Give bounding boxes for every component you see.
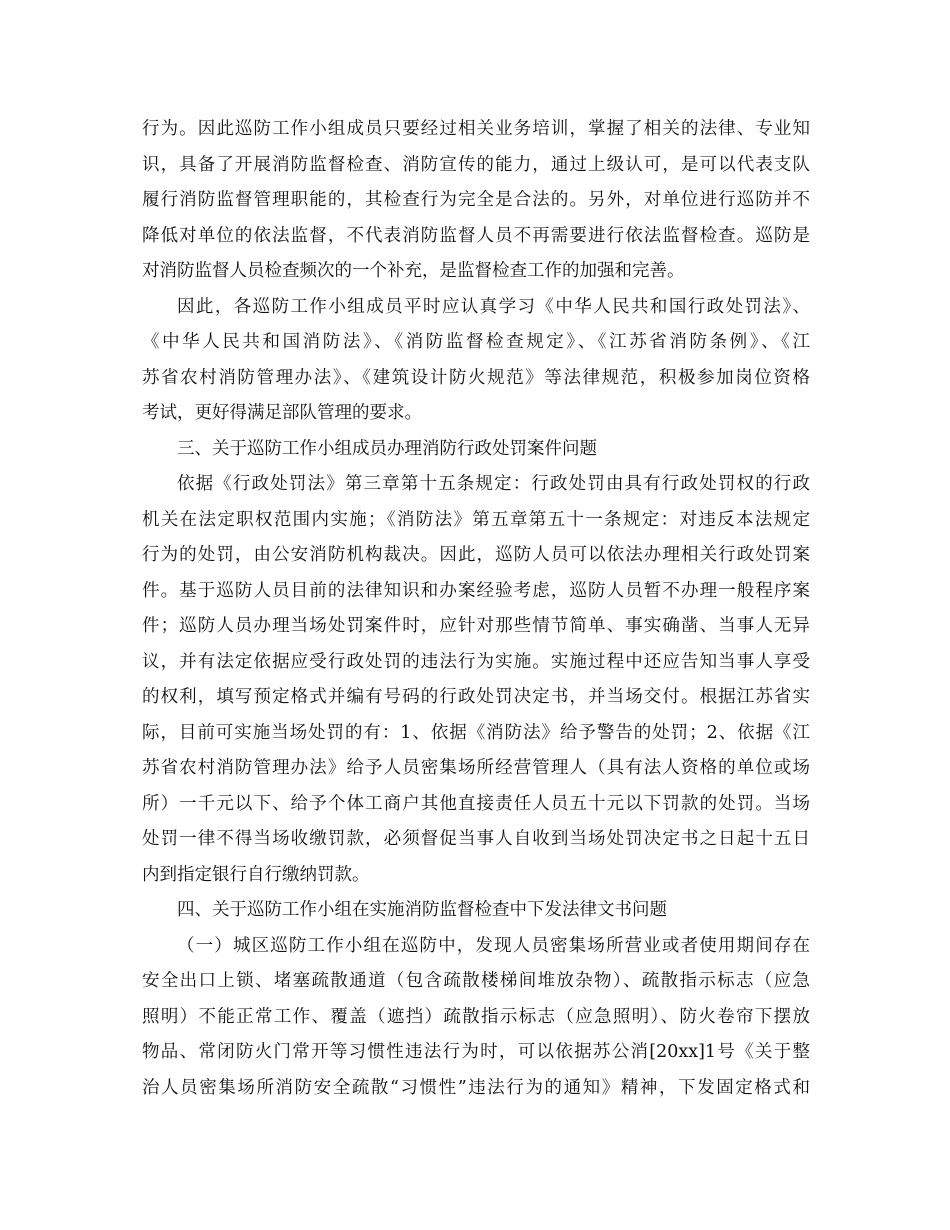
text-line: 行为。因此巡防工作小组成员只要经过相关业务培训，掌握了相关的法律、专业知: [142, 119, 810, 139]
text-line: 照明）不能正常工作、覆盖（遮挡）疏散指示标志（应急照明）、防火卷帘下摆放: [142, 1006, 810, 1027]
text-line: 处罚一律不得当场收缴罚款，必须督促当事人自收到当场处罚决定书之日起十五日: [142, 829, 810, 849]
text-line: 安全出口上锁、堵塞疏散通道（包含疏散楼梯间堆放杂物）、疏散指示标志（应急: [142, 971, 810, 991]
text-line: 苏省农村消防管理办法》给予人员密集场所经营管理人（具有法人资格的单位或场: [142, 758, 810, 778]
text-line: 件。基于巡防人员目前的法律知识和办案经验考虑，巡防人员暂不办理一般程序案: [142, 580, 810, 601]
document-body: [142, 112, 810, 1106]
text-line: 际，目前可实施当场处罚的有：1、依据《消防法》给予警告的处罚；2、依据《江: [142, 722, 810, 743]
text-line: 苏省农村消防管理办法》、《建筑设计防火规范》等法律规范，积极参加岗位资格: [142, 367, 810, 388]
text-line: 所）一千元以下、给予个体工商户其他直接责任人员五十元以下罚款的处罚。当场: [142, 793, 810, 814]
text-line: 件；巡防人员办理当场处罚案件时，应针对那些情节简单、事实确凿、当事人无异: [142, 616, 810, 636]
text-line: 对消防监督人员检查频次的一个补充，是监督检查工作的加强和完善。: [142, 261, 685, 281]
text-line: 考试，更好得满足部队管理的要求。: [142, 403, 422, 423]
text-line: 《中华人民共和国消防法》、《消防监督检查规定》、《江苏省消防条例》、《江: [142, 332, 810, 352]
paragraph-first-line: （一）城区巡防工作小组在巡防中，发现人员密集场所营业或者使用期间存在: [177, 935, 810, 956]
text-line: 行为的处罚，由公安消防机构裁决。因此，巡防人员可以依法办理相关行政处罚案: [142, 545, 810, 565]
text-line: 议，并有法定依据应受行政处罚的违法行为实施。实施过程中还应告知当事人享受: [142, 651, 810, 672]
text-line: 治人员密集场所消防安全疏散“习惯性”违法行为的通知》精神，下发固定格式和: [142, 1077, 810, 1098]
text-line: 物品、常闭防火门常开等习惯性违法行为时，可以依据苏公消[20xx]1号《关于整: [142, 1042, 810, 1062]
text-line: 降低对单位的依法监督，不代表消防监督人员不再需要进行依法监督检查。巡防是: [142, 225, 810, 246]
text-line: 内到指定银行自行缴纳罚款。: [142, 864, 370, 885]
section-heading: 三、关于巡防工作小组成员办理消防行政处罚案件问题: [177, 438, 597, 459]
paragraph-first-line: 依据《行政处罚法》第三章第十五条规定：行政处罚由具有行政处罚权的行政: [177, 474, 810, 494]
text-line: 识，具备了开展消防监督检查、消防宣传的能力，通过上级认可，是可以代表支队: [142, 154, 810, 175]
text-line: 履行消防监督管理职能的，其检查行为完全是合法的。另外，对单位进行巡防并不: [142, 190, 810, 210]
section-heading: 四、关于巡防工作小组在实施消防监督检查中下发法律文书问题: [177, 900, 667, 920]
text-line: 机关在法定职权范围内实施；《消防法》第五章第五十一条规定：对违反本法规定: [142, 509, 810, 530]
paragraph-first-line: 因此，各巡防工作小组成员平时应认真学习《中华人民共和国行政处罚法》、: [177, 296, 810, 317]
text-line: 的权利，填写预定格式并编有号码的行政处罚决定书，并当场交付。根据江苏省实: [142, 687, 810, 707]
